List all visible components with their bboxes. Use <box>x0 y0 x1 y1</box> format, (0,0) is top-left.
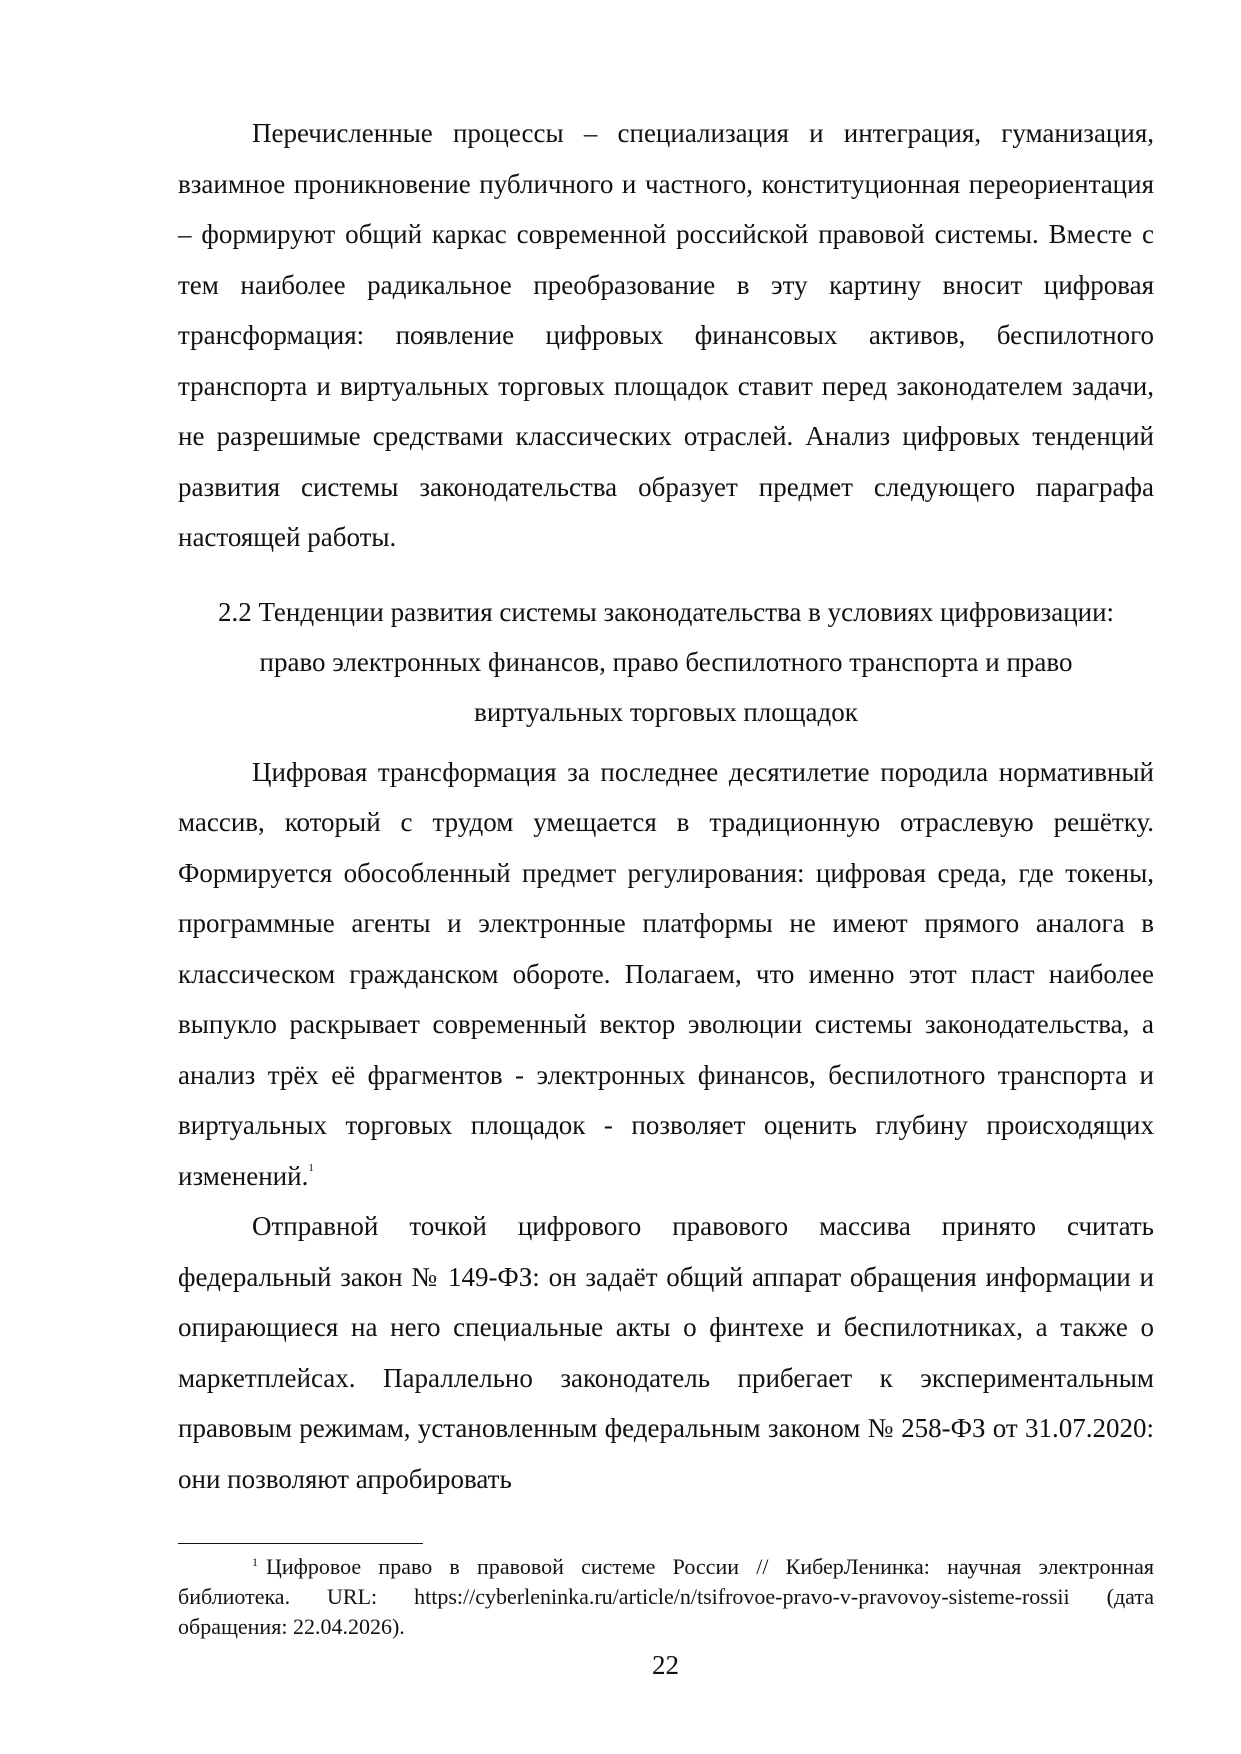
section-heading-line-2: право электронных финансов, право беспилотного транспорта и право <box>259 646 1073 677</box>
footnote-number: 1 <box>252 1555 258 1569</box>
page-number: 22 <box>652 1650 679 1680</box>
footnote-reference[interactable]: 1 <box>308 1161 314 1174</box>
paragraph-starting-point: Отправной точкой цифрового правового массива принято считать федеральный закон № 149-ФЗ: он задаёт общий аппарат обращения информации и опирающиеся на него специальные акты о финтехе и беспилотниках, а также о маркетплейсах. Параллельно законодатель прибегает к экспериментальным правовым режимам, установленным федеральным законом № 258-ФЗ от 31.07.2020: они позволяют апробировать <box>178 1211 1154 1494</box>
paragraph-intro: Перечисленные процессы – специализация и интеграция, гуманизация, взаимное проникновение публичного и частного, конституционная переориентация – формируют общий каркас современной российской правовой системы. Вместе с тем наиболее радикальное преобразование в эту картину вносит цифровая трансформация: появление цифровых финансовых активов, беспилотного транспорта и виртуальных торговых площадок ставит перед законодателем задачи, не разрешимые средствами классических отраслей. Анализ цифровых тенденций развития системы законодательства образует предмет следующего параграфа настоящей работы. <box>178 118 1154 552</box>
footnote-text: Цифровое право в правовой системе России // КиберЛенинка: научная электронная библиотека. URL: https://cyberleninka.ru/article/n/tsifrovoe-pravo-v-pravovoy-sisteme-rossii (дата обращения: 22.04.2026). <box>178 1554 1154 1639</box>
section-heading-line-3: виртуальных торговых площадок <box>474 696 858 727</box>
paragraph-digital-transformation-text: Цифровая трансформация за последнее десятилетие породила нормативный массив, который с трудом умещается в традиционную отраслевую решётку. Формируется обособленный предмет регулирования: цифровая среда, где токены, программные агенты и электронные платформы не имеют прямого аналога в классическом гражданском обороте. Полагаем, что именно этот пласт наиболее выпукло раскрывает современный вектор эволюции системы законодательства, а анализ трёх её фрагментов - электронных финансов, беспилотного транспорта и виртуальных торговых площадок - позволяет оценить глубину происходящих изменений. <box>178 756 1154 1191</box>
footnote <box>178 1552 1154 1642</box>
footnote-separator <box>178 1543 423 1544</box>
page-body <box>178 108 1154 1504</box>
section-heading-line-1: 2.2 Тенденции развития системы законодательства в условиях цифровизации: <box>217 596 1115 627</box>
section-body <box>178 747 1154 1505</box>
paragraph-digital-transformation <box>178 747 1154 1202</box>
section-heading <box>178 587 1154 737</box>
